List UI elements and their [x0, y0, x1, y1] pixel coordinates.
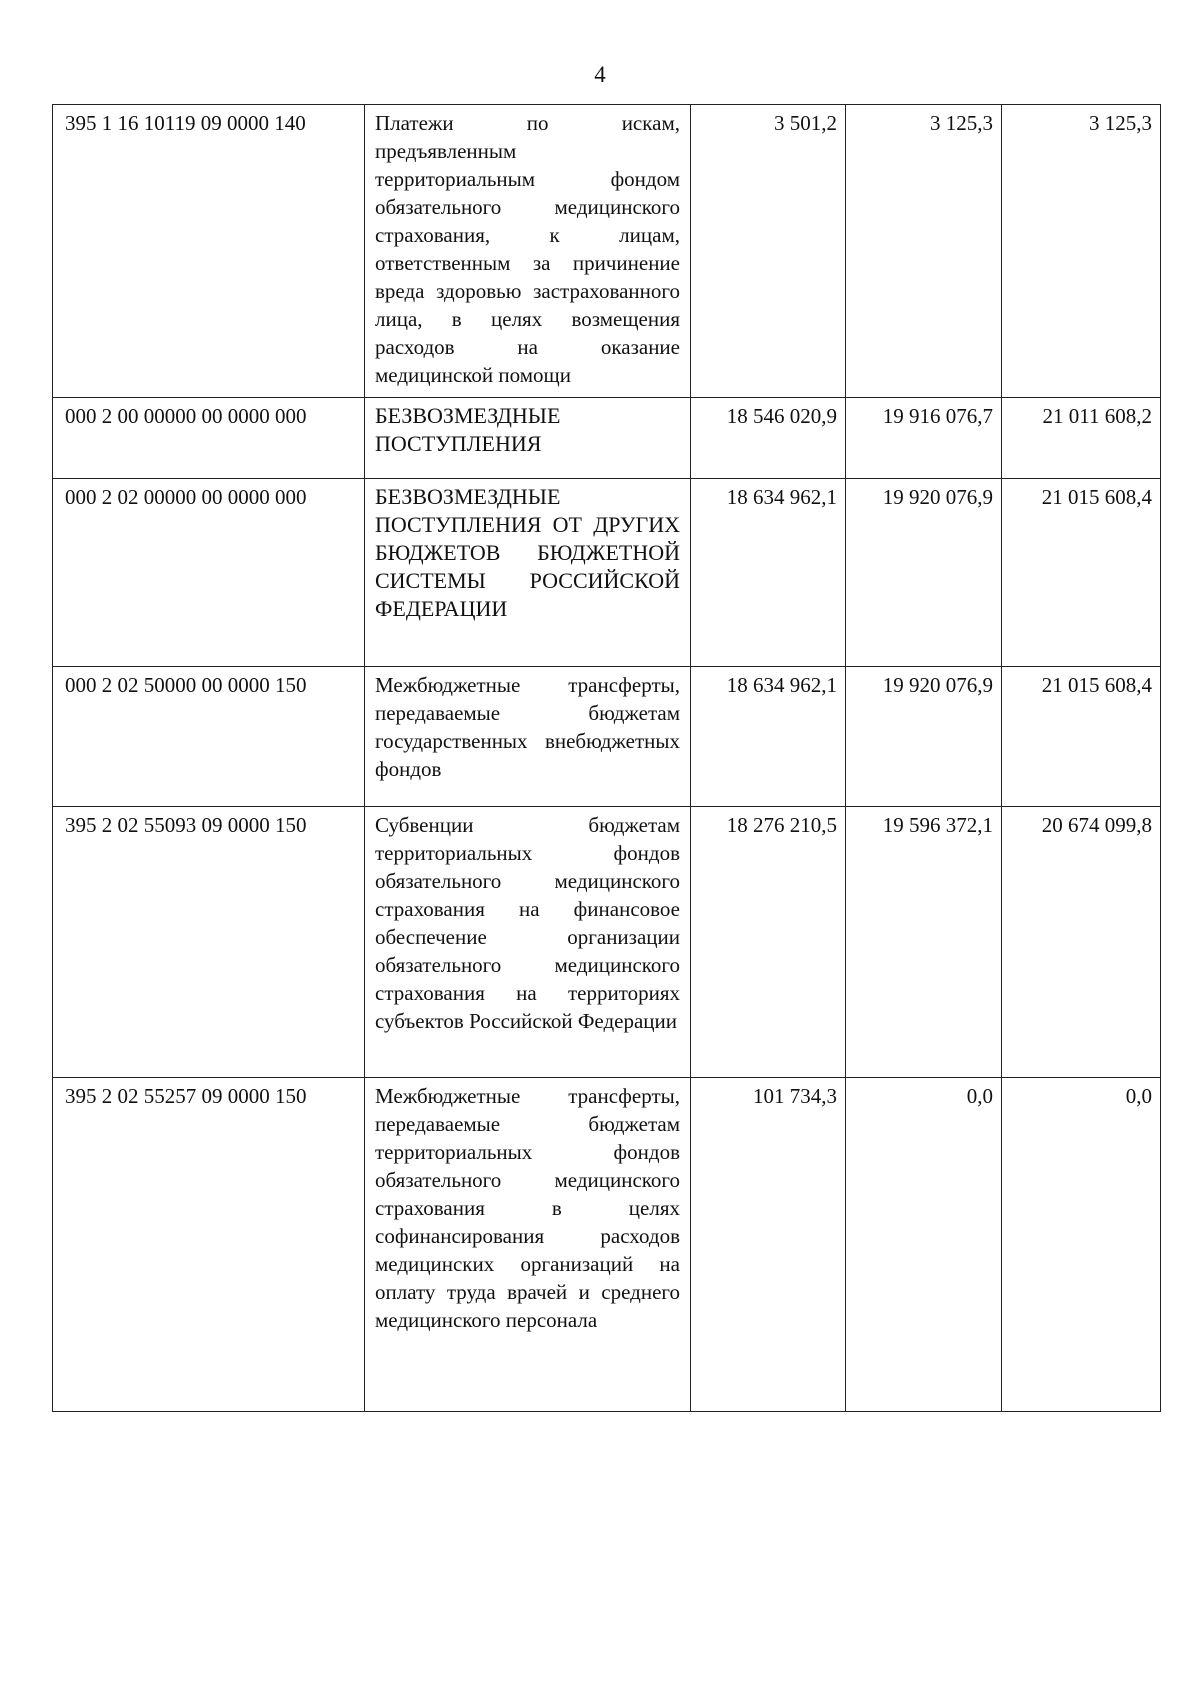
page-number: 4	[594, 62, 606, 87]
row-value-3: 21 015 608,4	[1002, 479, 1161, 667]
row-name: Субвенции бюджетам территориальных фондов обязательного медицинского страхования на финансовое обеспечение организации обязательного медицинского страхования на территориях субъектов Российской Федерации	[365, 807, 691, 1078]
row-value-1: 18 546 020,9	[691, 398, 846, 479]
row-code: 000 2 00 00000 00 0000 000	[53, 398, 365, 479]
row-value-2: 19 920 076,9	[846, 667, 1002, 807]
row-name: Платежи по искам, предъявленным территориальным фондом обязательного медицинского страхования, к лицам, ответственным за причинение вреда здоровью застрахованного лица, в целях возмещения расходов на оказание медицинской помощи	[365, 105, 691, 398]
table-row	[53, 667, 1161, 807]
row-value-1: 101 734,3	[691, 1078, 846, 1412]
row-code: 000 2 02 50000 00 0000 150	[53, 667, 365, 807]
row-value-2: 3 125,3	[846, 105, 1002, 398]
row-value-3: 0,0	[1002, 1078, 1161, 1412]
budget-table	[52, 104, 1161, 1412]
row-value-1: 3 501,2	[691, 105, 846, 398]
row-value-3: 3 125,3	[1002, 105, 1161, 398]
row-name: Межбюджетные трансферты, передаваемые бюджетам государственных внебюджетных фондов	[365, 667, 691, 807]
row-name: Межбюджетные трансферты, передаваемые бюджетам территориальных фондов обязательного медицинского страхования в целях софинансирования расходов медицинских организаций на оплату труда врачей и среднего медицинского персонала	[365, 1078, 691, 1412]
table-row	[53, 479, 1161, 667]
row-name: БЕЗВОЗМЕЗДНЫЕ ПОСТУПЛЕНИЯ ОТ ДРУГИХ БЮДЖЕТОВ БЮДЖЕТНОЙ СИСТЕМЫ РОССИЙСКОЙ ФЕДЕРАЦИИ	[365, 479, 691, 667]
row-value-2: 19 596 372,1	[846, 807, 1002, 1078]
row-value-2: 19 920 076,9	[846, 479, 1002, 667]
row-value-1: 18 276 210,5	[691, 807, 846, 1078]
row-code: 395 2 02 55257 09 0000 150	[53, 1078, 365, 1412]
table-row	[53, 105, 1161, 398]
row-value-3: 21 011 608,2	[1002, 398, 1161, 479]
row-code: 000 2 02 00000 00 0000 000	[53, 479, 365, 667]
row-value-3: 21 015 608,4	[1002, 667, 1161, 807]
row-value-1: 18 634 962,1	[691, 667, 846, 807]
row-value-3: 20 674 099,8	[1002, 807, 1161, 1078]
row-value-1: 18 634 962,1	[691, 479, 846, 667]
row-value-2: 19 916 076,7	[846, 398, 1002, 479]
table-row	[53, 807, 1161, 1078]
row-name: БЕЗВОЗМЕЗДНЫЕ ПОСТУПЛЕНИЯ	[365, 398, 691, 479]
row-code: 395 1 16 10119 09 0000 140	[53, 105, 365, 398]
row-value-2: 0,0	[846, 1078, 1002, 1412]
table-row	[53, 398, 1161, 479]
row-code: 395 2 02 55093 09 0000 150	[53, 807, 365, 1078]
table-row	[53, 1078, 1161, 1412]
